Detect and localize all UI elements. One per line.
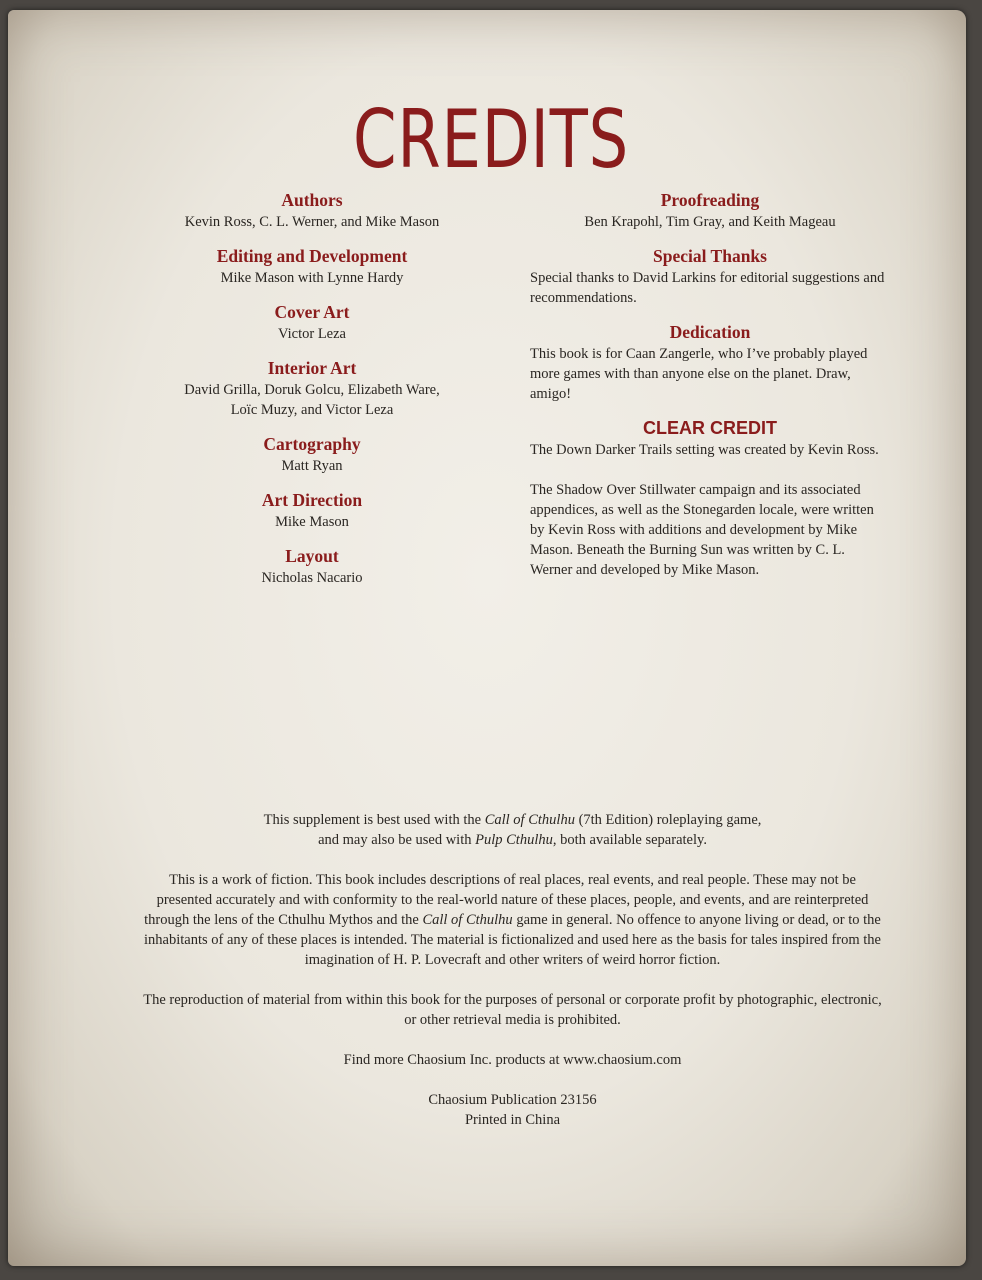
credit-heading: Special Thanks bbox=[653, 246, 767, 266]
credit-heading: Cartography bbox=[263, 434, 361, 454]
text-run: game in general. No offence to anyone living or dead, or to the inhabitants of any of these places is intended. The material is fictionalized and used here as the basis for tales inspired from the imagination of H. P. Lovecraft and other writers of weird horror fiction. bbox=[144, 912, 881, 968]
text-run: and may also be used with bbox=[318, 832, 476, 848]
credit-names: Ben Krapohl, Tim Gray, and Keith Mageau bbox=[584, 214, 836, 230]
credit-heading: Interior Art bbox=[267, 358, 357, 378]
game-title: Call of Cthulhu bbox=[484, 812, 575, 828]
credits-right-column bbox=[530, 188, 890, 592]
legal-notice bbox=[140, 810, 885, 1150]
supplement-note bbox=[140, 810, 885, 850]
credit-interior-art bbox=[162, 356, 462, 420]
credit-layout bbox=[162, 544, 462, 588]
reproduction-notice: The reproduction of material from within this book for the purposes of personal or corporate profit by photographic, electronic, or other retrieval media is prohibited. bbox=[143, 992, 882, 1028]
credit-authors bbox=[162, 188, 462, 232]
credits-left-column bbox=[162, 188, 462, 600]
credit-names: David Grilla, Doruk Golcu, Elizabeth Ware, bbox=[184, 382, 440, 398]
game-title: Call of Cthulhu bbox=[422, 912, 513, 928]
text-run: (7th Edition) roleplaying game, bbox=[574, 812, 762, 828]
credit-text: Special thanks to David Larkins for editorial suggestions and recommendations. bbox=[530, 270, 885, 306]
credit-heading: CLEAR CREDIT bbox=[643, 418, 777, 438]
credit-names: Loïc Muzy, and Victor Leza bbox=[230, 402, 394, 418]
credit-text: The Down Darker Trails setting was created by Kevin Ross. bbox=[530, 442, 879, 458]
credit-cartography bbox=[162, 432, 462, 476]
credit-editing bbox=[162, 244, 462, 288]
credit-text: The Shadow Over Stillwater campaign and its associated appendices, as well as the Stonegarden locale, were written by Kevin Ross with additions and development by Mike Mason. Beneath the Burning Sun was written by C. L. Werner and developed by Mike Mason. bbox=[530, 482, 874, 578]
credit-names: Victor Leza bbox=[278, 326, 346, 342]
credit-names: Nicholas Nacario bbox=[261, 570, 363, 586]
credit-dedication bbox=[530, 320, 890, 404]
text-run: This supplement is best used with the bbox=[263, 812, 485, 828]
credit-cover-art bbox=[162, 300, 462, 344]
credit-heading: Authors bbox=[281, 190, 343, 210]
credit-special-thanks bbox=[530, 244, 890, 308]
page-title: CREDITS bbox=[353, 93, 629, 186]
credit-heading: Editing and Development bbox=[216, 246, 408, 266]
text-run: This is a work of fiction. This book includes descriptions of real places, real events, and real people. These may not be presented accurately and with conformity to the real-world nature of these places, people, and events, and are reinterpreted through the lens of the Cthulhu Mythos and the bbox=[144, 872, 869, 928]
credit-clear-credit bbox=[530, 416, 890, 580]
credit-art-direction bbox=[162, 488, 462, 532]
credit-names: Matt Ryan bbox=[281, 458, 343, 474]
credit-heading: Dedication bbox=[669, 322, 751, 342]
credit-proofreading bbox=[530, 188, 890, 232]
credit-names: Mike Mason with Lynne Hardy bbox=[220, 270, 404, 286]
credit-heading: Layout bbox=[285, 546, 339, 566]
printed-location: Printed in China bbox=[464, 1112, 561, 1128]
credit-text: This book is for Caan Zangerle, who I’ve probably played more games with than anyone else on the planet. Draw, amigo! bbox=[530, 346, 868, 402]
credit-heading: Proofreading bbox=[660, 190, 760, 210]
game-title: Pulp Cthulhu bbox=[475, 832, 553, 848]
publication-info bbox=[140, 1090, 885, 1130]
credit-names: Mike Mason bbox=[275, 514, 349, 530]
credit-heading: Art Direction bbox=[261, 490, 363, 510]
credit-names: Kevin Ross, C. L. Werner, and Mike Mason bbox=[184, 214, 440, 230]
publication-number: Chaosium Publication 23156 bbox=[428, 1092, 597, 1108]
find-more-link: Find more Chaosium Inc. products at www.chaosium.com bbox=[343, 1052, 682, 1068]
credit-heading: Cover Art bbox=[274, 302, 350, 322]
text-run: , both available separately. bbox=[552, 832, 707, 848]
fiction-disclaimer bbox=[140, 870, 885, 970]
